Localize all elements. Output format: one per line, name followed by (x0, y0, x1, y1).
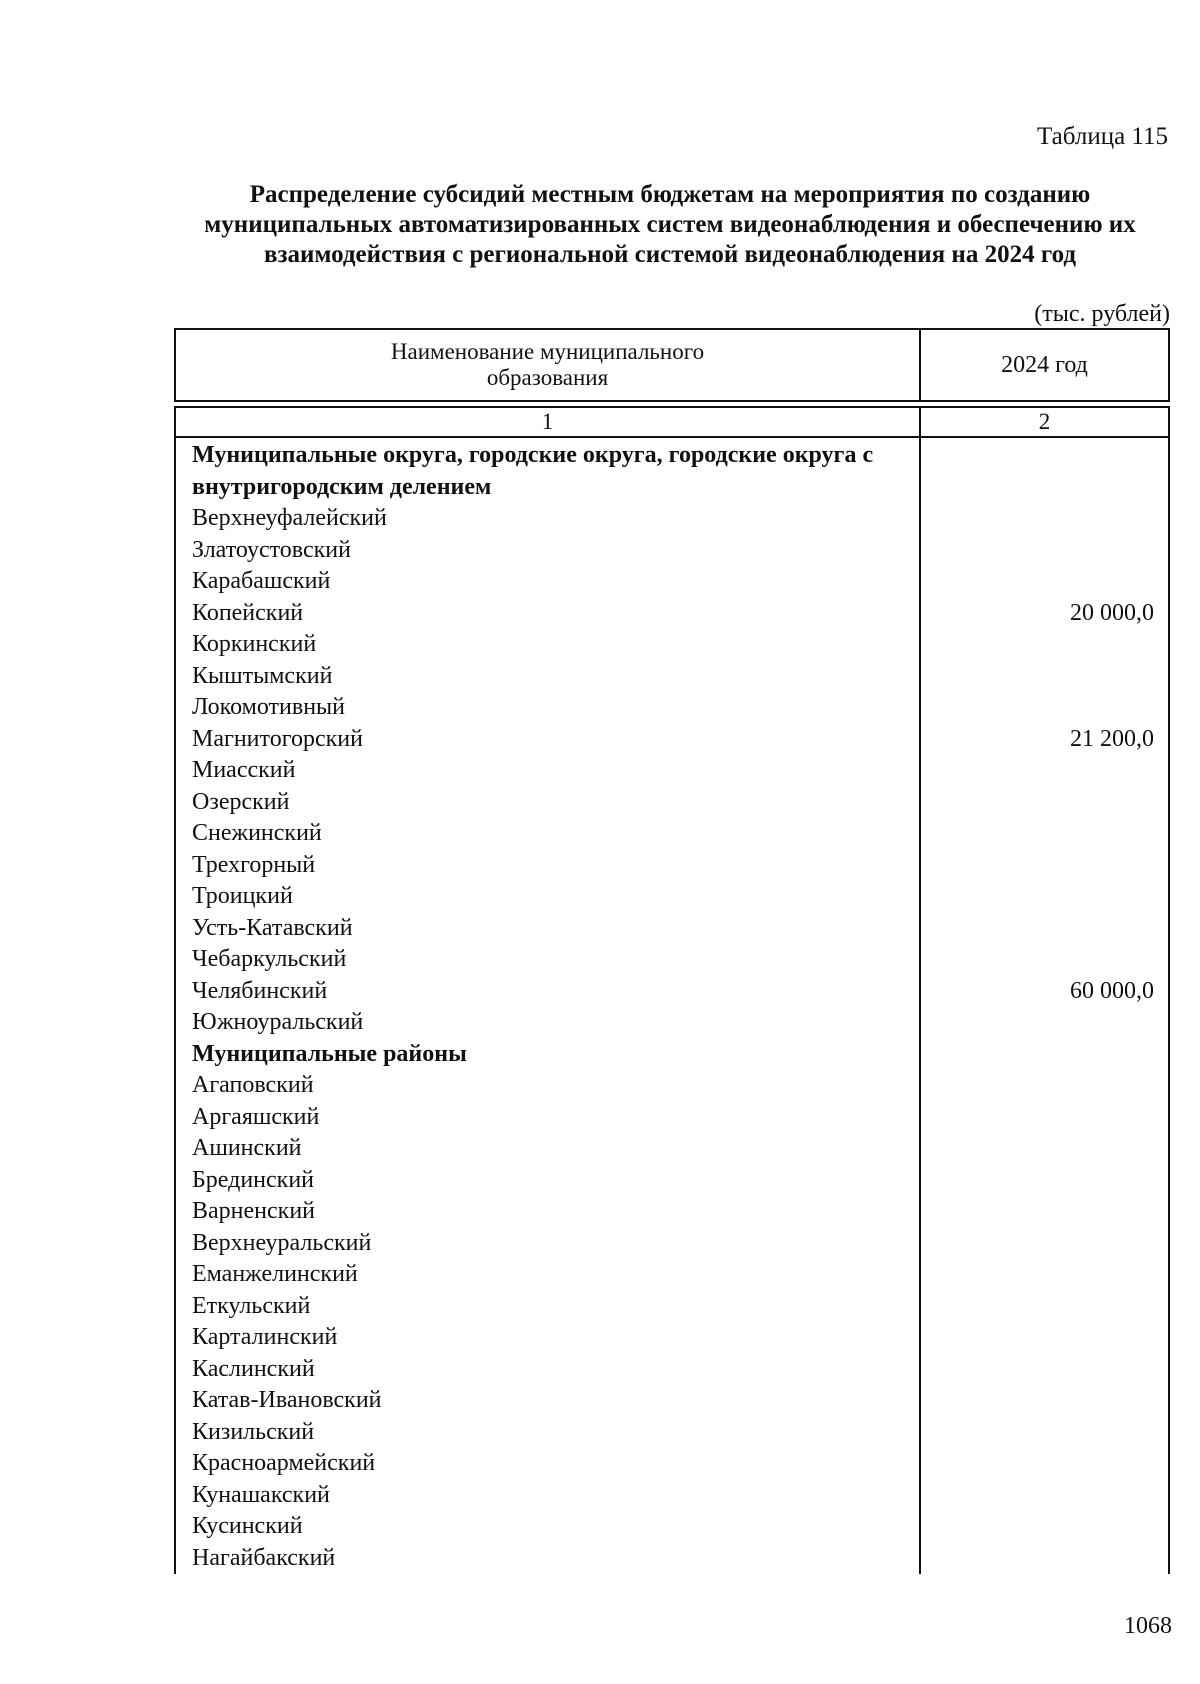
header-municipality-label: Наименование муниципального образования (390, 339, 705, 390)
municipality-name: Златоустовский (192, 536, 351, 563)
municipality-name: Кыштымский (192, 662, 333, 689)
table-row (176, 944, 1168, 976)
municipality-name: Озерский (192, 788, 290, 815)
table-row (176, 1070, 1168, 1102)
units-label: (тыс. рублей) (1034, 301, 1170, 327)
table-row (176, 1354, 1168, 1386)
column-number-1: 1 (176, 408, 921, 436)
table-row (176, 1417, 1168, 1449)
subsidy-value: 21 200,0 (1070, 725, 1154, 752)
municipality-name: Южноуральский (192, 1009, 364, 1035)
municipality-name: Трехгорный (192, 851, 316, 878)
table-row (176, 1259, 1168, 1291)
subsidy-value: 20 000,0 (1070, 599, 1154, 626)
table-row (176, 1291, 1168, 1323)
table-row (176, 1196, 1168, 1228)
municipality-name: Верхнеуфалейский (192, 505, 387, 531)
column-numbers-row (174, 406, 1170, 438)
table-row (176, 1102, 1168, 1134)
table-row (176, 598, 1168, 630)
table-row (176, 661, 1168, 693)
header-municipality (176, 330, 921, 400)
column-number-2: 2 (1038, 409, 1051, 434)
subsidy-table (174, 328, 1170, 1574)
municipality-name: Варненский (192, 1198, 315, 1224)
table-row (176, 976, 1168, 1008)
municipality-name: Карталинский (192, 1324, 338, 1350)
table-row (176, 1480, 1168, 1512)
document-title: Распределение субсидий местным бюджетам на мероприятия по созданию муниципальных автоматизированных систем видеонаблюдения и обеспечению их взаимодействия с региональной системой видеонаблюдения на 2024 год (204, 181, 1136, 268)
subsidy-value: 60 000,0 (1070, 977, 1154, 1004)
municipality-name: Коркинский (192, 631, 317, 657)
municipality-name: Нагайбакский (192, 1544, 336, 1571)
table-row (176, 850, 1168, 882)
municipality-name: Усть-Катавский (192, 914, 353, 941)
table-row (176, 629, 1168, 661)
table-row (176, 1511, 1168, 1543)
table-row (176, 1007, 1168, 1039)
municipality-name: Кусинский (192, 1513, 303, 1539)
table-row (176, 1543, 1168, 1575)
municipality-name: Красноармейский (192, 1450, 376, 1476)
table-row (176, 1448, 1168, 1480)
table-body (174, 438, 1170, 1574)
municipality-name: Кизильский (192, 1418, 315, 1445)
table-number: Таблица 115 (1037, 123, 1168, 150)
table-row (176, 913, 1168, 945)
table-row (176, 535, 1168, 567)
municipality-name: Локомотивный (192, 694, 346, 720)
municipality-name: Челябинский (192, 977, 328, 1004)
table-row (176, 503, 1168, 535)
table-group-row (176, 440, 1168, 503)
table-row (176, 566, 1168, 598)
table-group-row (176, 1039, 1168, 1071)
municipality-name: Кунашакский (192, 1481, 330, 1508)
municipality-name: Ашинский (192, 1135, 302, 1161)
table-header (174, 328, 1170, 402)
municipality-name: Аргаяшский (192, 1103, 320, 1130)
table-row (176, 1133, 1168, 1165)
municipality-name: Муниципальные округа, городские округа, городские округа с внутригородским делением (192, 442, 874, 500)
municipality-name: Миасский (192, 757, 296, 783)
municipality-name: Верхнеуральский (192, 1229, 372, 1256)
table-row (176, 1165, 1168, 1197)
municipality-name: Агаповский (192, 1072, 314, 1098)
municipality-name: Брединский (192, 1166, 315, 1193)
municipality-name: Карабашский (192, 568, 331, 594)
table-row (176, 692, 1168, 724)
municipality-name: Троицкий (192, 883, 293, 909)
table-row (176, 1385, 1168, 1417)
table-row (176, 755, 1168, 787)
municipality-name: Чебаркульский (192, 946, 347, 972)
table-row (176, 881, 1168, 913)
municipality-name: Катав-Ивановский (192, 1387, 382, 1413)
table-row (176, 787, 1168, 819)
table-row (176, 1228, 1168, 1260)
page-number: 1068 (1124, 1613, 1172, 1639)
municipality-name: Копейский (192, 599, 304, 626)
municipality-name: Еткульский (192, 1292, 311, 1319)
municipality-name: Муниципальные районы (192, 1040, 467, 1067)
municipality-name: Еманжелинский (192, 1261, 358, 1287)
municipality-name: Магнитогорский (192, 725, 363, 752)
table-row (176, 724, 1168, 756)
table-row (176, 818, 1168, 850)
municipality-name: Снежинский (192, 820, 322, 846)
municipality-name: Каслинский (192, 1355, 315, 1382)
header-year: 2024 год (1001, 351, 1088, 378)
table-row (176, 1322, 1168, 1354)
